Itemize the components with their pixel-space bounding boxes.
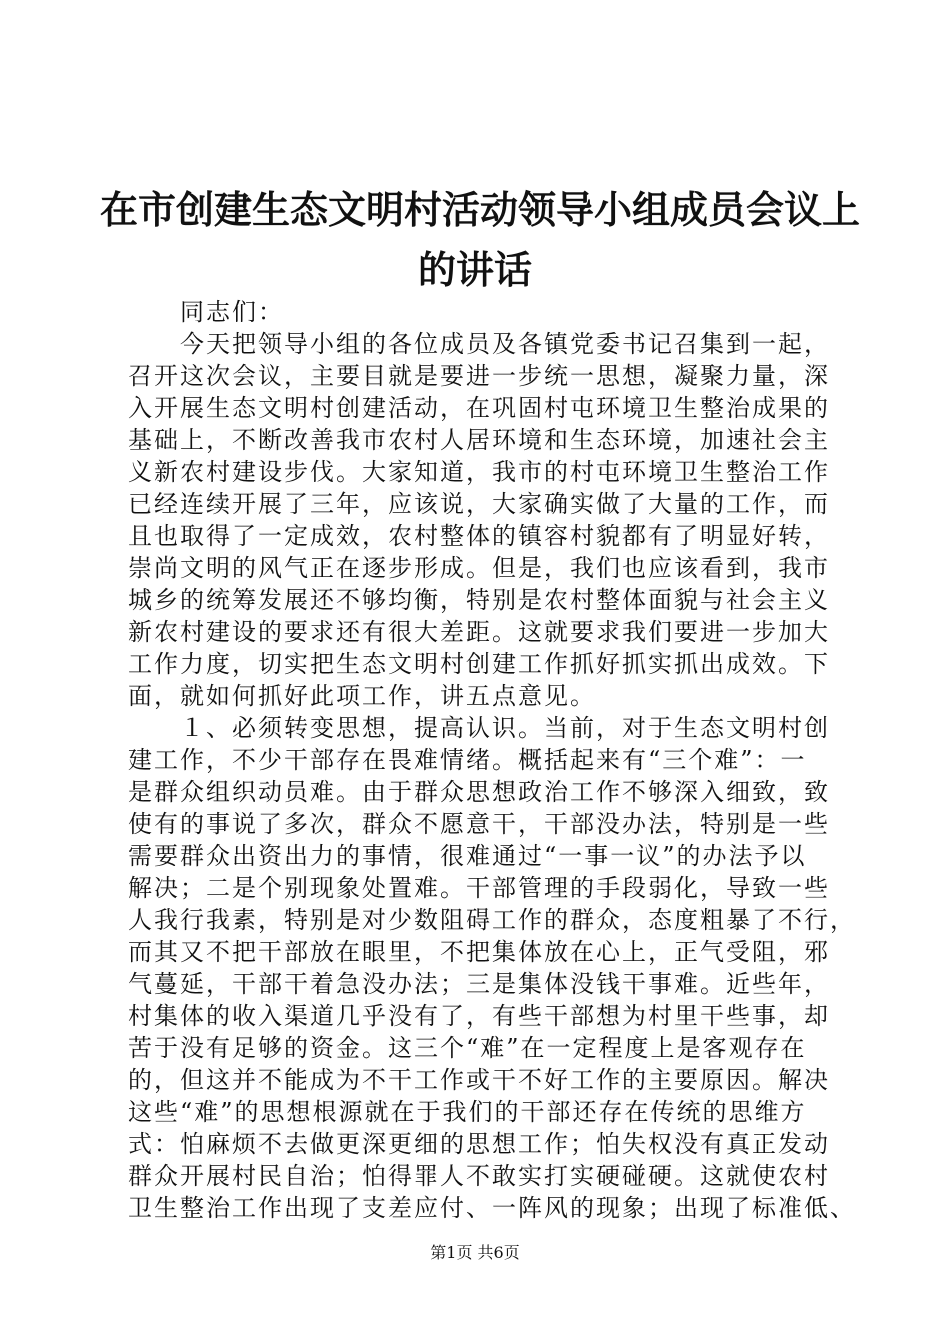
body-line: 且也取得了一定成效，农村整体的镇容村貌都有了明显好转， bbox=[128, 522, 830, 550]
title-line-2: 的讲话 bbox=[417, 248, 532, 292]
body-line: 面，就如何抓好此项工作，讲五点意见。 bbox=[128, 682, 596, 710]
body-line: 苦于没有足够的资金。这三个“难”在一定程度上是客观存在 bbox=[128, 1034, 807, 1062]
body-line: 这些“难”的思想根源就在于我们的干部还存在传统的思维方 bbox=[128, 1098, 807, 1126]
body-line: 气蔓延，干部干着急没办法；三是集体没钱干事难。近些年， bbox=[128, 970, 830, 998]
body-line: １、必须转变思想，提高认识。当前，对于生态文明村创 bbox=[180, 714, 830, 742]
body-line: 入开展生态文明村创建活动，在巩固村屯环境卫生整治成果的 bbox=[128, 394, 830, 422]
body-line: 工作力度，切实把生态文明村创建工作抓好抓实抓出成效。下 bbox=[128, 650, 830, 678]
body-line: 解决；二是个别现象处置难。干部管理的手段弱化，导致一些 bbox=[128, 874, 830, 902]
body-line: 崇尚文明的风气正在逐步形成。但是，我们也应该看到，我市 bbox=[128, 554, 830, 582]
body-line: 人我行我素，特别是对少数阻碍工作的群众，态度粗暴了不行， bbox=[128, 906, 856, 934]
title-line-1: 在市创建生态文明村活动领导小组成员会议上 bbox=[100, 188, 861, 232]
body-line: 新农村建设的要求还有很大差距。这就要求我们要进一步加大 bbox=[128, 618, 830, 646]
body-line: 建工作，不少干部存在畏难情绪。概括起来有“三个难”：一 bbox=[128, 746, 807, 774]
body-line: 基础上，不断改善我市农村人居环境和生态环境，加速社会主 bbox=[128, 426, 830, 454]
body-line: 而其又不把干部放在眼里，不把集体放在心上，正气受阻，邪 bbox=[128, 938, 830, 966]
body-line: 召开这次会议，主要目就是要进一步统一思想，凝聚力量，深 bbox=[128, 362, 830, 390]
body-line: 需要群众出资出力的事情，很难通过“一事一议”的办法予以 bbox=[128, 842, 807, 870]
body-line: 使有的事说了多次，群众不愿意干，干部没办法，特别是一些 bbox=[128, 810, 830, 838]
body-line: 村集体的收入渠道几乎没有了，有些干部想为村里干些事，却 bbox=[128, 1002, 830, 1030]
document-title bbox=[100, 180, 861, 300]
body-line: 义新农村建设步伐。大家知道，我市的村屯环境卫生整治工作 bbox=[128, 458, 830, 486]
body-line: 已经连续开展了三年，应该说，大家确实做了大量的工作，而 bbox=[128, 490, 830, 518]
salutation: 同志们： bbox=[180, 298, 284, 326]
body-line: 今天把领导小组的各位成员及各镇党委书记召集到一起， bbox=[180, 330, 830, 358]
body-line: 群众开展村民自治；怕得罪人不敢实打实硬碰硬。这就使农村 bbox=[128, 1162, 830, 1190]
body-line: 是群众组织动员难。由于群众思想政治工作不够深入细致，致 bbox=[128, 778, 830, 806]
body-line: 城乡的统筹发展还不够均衡，特别是农村整体面貌与社会主义 bbox=[128, 586, 830, 614]
document-body bbox=[128, 296, 856, 1224]
body-line: 式：怕麻烦不去做更深更细的思想工作；怕失权没有真正发动 bbox=[128, 1130, 830, 1158]
page-footer: 第1页 共6页 bbox=[430, 1243, 520, 1262]
body-line: 卫生整治工作出现了支差应付、一阵风的现象；出现了标准低、 bbox=[128, 1194, 856, 1222]
body-line: 的，但这并不能成为不干工作或干不好工作的主要原因。解决 bbox=[128, 1066, 830, 1094]
